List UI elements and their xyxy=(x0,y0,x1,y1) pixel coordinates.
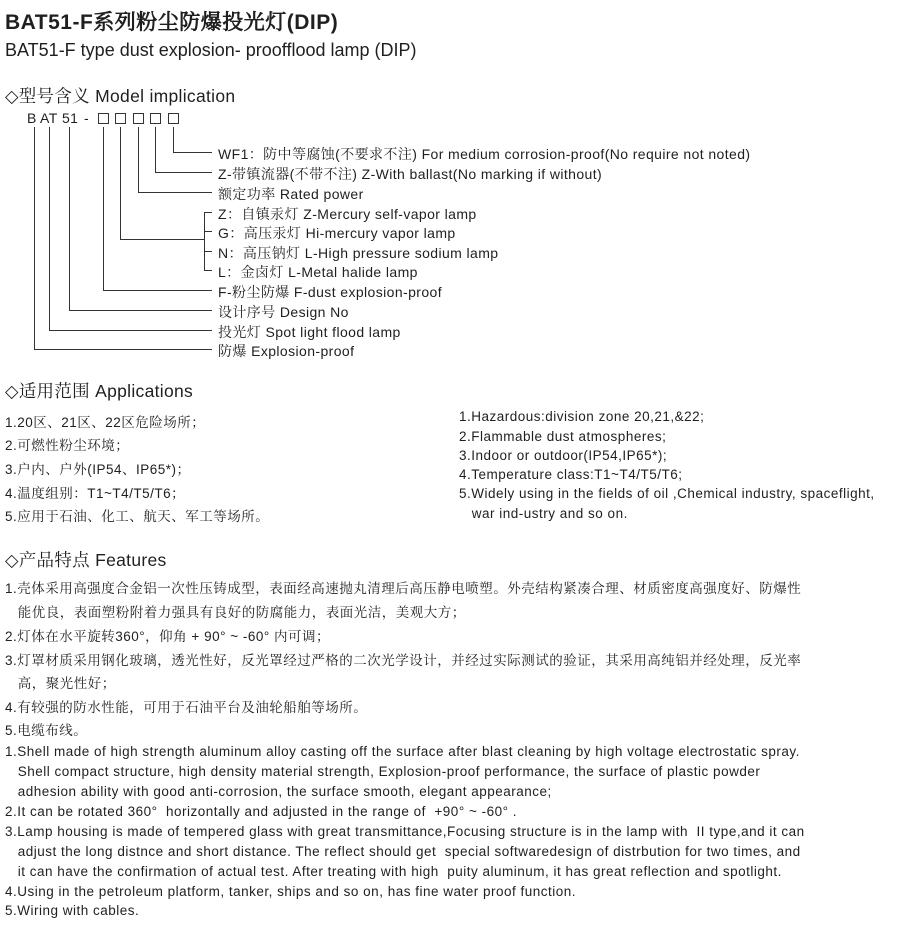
leader-line-v1 xyxy=(34,127,35,350)
list-item: 能优良，表面塑粉附着力强具有良好的防腐能力，表面光洁，美观大方； xyxy=(5,605,466,620)
code-letter-dash: - xyxy=(84,110,90,126)
list-item: 5.Wiring with cables. xyxy=(5,903,140,918)
leader-line-v6 xyxy=(138,127,139,193)
list-item: 3.户内、户外(IP54、IP65*)； xyxy=(5,462,191,477)
code-box-4 xyxy=(150,113,161,124)
leader-line-h6 xyxy=(69,310,212,311)
leader-bracket-tick-1 xyxy=(204,212,212,213)
applications-heading: ◇适用范围 Applications xyxy=(5,381,194,401)
list-item: 4.温度组别：T1~T4/T5/T6； xyxy=(5,486,186,501)
leader-line-v2 xyxy=(49,127,50,331)
leader-line-v5 xyxy=(120,127,121,240)
legend-rated-power: 额定功率 Rated power xyxy=(218,186,364,202)
list-item: 4.Using in the petroleum platform, tanker, ships and so on, has fine water proof function. xyxy=(5,884,577,899)
list-item: Shell compact structure, high density material strength, Explosion-proof performance, the surface of plastic powder xyxy=(5,764,761,779)
leader-line-h3 xyxy=(138,192,212,193)
code-letter-51: 51 xyxy=(62,110,79,126)
leader-bracket-tick-4 xyxy=(204,270,212,271)
leader-bracket-tick-2 xyxy=(204,231,212,232)
list-item: adhesion ability with good anti-corrosion, the surface smooth, elegant appearance; xyxy=(5,784,552,799)
list-item: 2.Flammable dust atmospheres; xyxy=(459,429,667,444)
legend-design-no: 设计序号 Design No xyxy=(218,304,349,320)
features-heading: ◇产品特点 Features xyxy=(5,550,167,570)
leader-line-v3 xyxy=(69,127,70,311)
legend-z-mercury: Z：自镇汞灯 Z-Mercury self-vapor lamp xyxy=(218,206,477,222)
list-item: 2.灯体在水平旋转360°，仰角 + 90° ~ -60° 内可调； xyxy=(5,629,331,644)
legend-l-metal-halide: L：金卤灯 L-Metal halide lamp xyxy=(218,264,418,280)
leader-line-h4 xyxy=(120,239,204,240)
code-box-2 xyxy=(115,113,126,124)
list-item: 1.壳体采用高强度合金铝一次性压铸成型，表面经高速抛丸清理后高压静电喷塑。外壳结构紧凑合理、材质密度高强度好、防爆性 xyxy=(5,581,802,596)
leader-line-v7 xyxy=(155,127,156,173)
leader-line-h8 xyxy=(34,349,212,350)
legend-ballast: Z-带镇流器(不带不注) Z-With ballast(No marking if without) xyxy=(218,166,603,182)
code-box-1 xyxy=(98,113,109,124)
list-item: adjust the long distnce and short distance. The reflect should get special softwaredesign of distrbution for two times, and xyxy=(5,844,801,859)
list-item: 4.Temperature class:T1~T4/T5/T6; xyxy=(459,467,683,482)
legend-g-mercury: G：高压汞灯 Hi-mercury vapor lamp xyxy=(218,225,456,241)
list-item: 5.应用于石油、化工、航天、军工等场所。 xyxy=(5,509,270,524)
list-item: 高，聚光性好； xyxy=(5,676,116,691)
list-item: 2.可燃性粉尘环境； xyxy=(5,438,130,453)
list-item: 1.Shell made of high strength aluminum alloy casting off the surface after blast cleaning by high voltage electrostatic spray. xyxy=(5,744,800,759)
code-box-5 xyxy=(168,113,179,124)
leader-line-h1 xyxy=(173,152,212,153)
model-heading: ◇型号含义 Model implication xyxy=(5,86,236,106)
page-title-en: BAT51-F type dust explosion- proofflood lamp (DIP) xyxy=(5,40,417,60)
list-item: 3.Lamp housing is made of tempered glass with great transmittance,Focusing structure is in the lamp with II type,and it can xyxy=(5,824,805,839)
legend-wf1: WF1：防中等腐蚀(不要求不注) For medium corrosion-proof(No require not noted) xyxy=(218,146,751,162)
leader-line-v8 xyxy=(173,127,174,153)
legend-f-dust: F-粉尘防爆 F-dust explosion-proof xyxy=(218,284,442,300)
list-item: 1.Hazardous:division zone 20,21,&22; xyxy=(459,409,705,424)
code-box-3 xyxy=(133,113,144,124)
list-item: 5.电缆布线。 xyxy=(5,723,88,738)
leader-line-h5 xyxy=(103,290,212,291)
list-item: 4.有较强的防水性能，可用于石油平台及油轮船舶等场所。 xyxy=(5,700,368,715)
legend-explosion-proof: 防爆 Explosion-proof xyxy=(218,343,355,359)
page-title-cn: BAT51-F系列粉尘防爆投光灯(DIP) xyxy=(5,11,339,34)
code-letter-at: AT xyxy=(40,110,58,126)
leader-bracket-tick-3 xyxy=(204,251,212,252)
leader-line-v4 xyxy=(103,127,104,291)
list-item: 2.It can be rotated 360° horizontally and adjusted in the range of +90° ~ -60° . xyxy=(5,804,518,819)
leader-line-h2 xyxy=(155,172,212,173)
leader-bracket xyxy=(204,212,205,271)
legend-n-sodium: N：高压钠灯 L-High pressure sodium lamp xyxy=(218,245,499,261)
leader-line-h7 xyxy=(49,330,212,331)
list-item: war ind-ustry and so on. xyxy=(459,506,628,521)
list-item: 3.Indoor or outdoor(IP54,IP65*); xyxy=(459,448,668,463)
code-letter-b: B xyxy=(27,110,37,126)
list-item: 3.灯罩材质采用钢化玻璃，透光性好，反光罩经过严格的二次光学设计，并经过实际测试的验证，其采用高纯铝并经处理，反光率 xyxy=(5,653,802,668)
list-item: 5.Widely using in the fields of oil ,Chemical industry, spaceflight, xyxy=(459,486,875,501)
list-item: it can have the confirmation of actual test. After treating with high puity aluminum, it has great reflection and spotlight. xyxy=(5,864,782,879)
legend-spot-light: 投光灯 Spot light flood lamp xyxy=(218,324,401,340)
list-item: 1.20区、21区、22区危险场所； xyxy=(5,415,206,430)
